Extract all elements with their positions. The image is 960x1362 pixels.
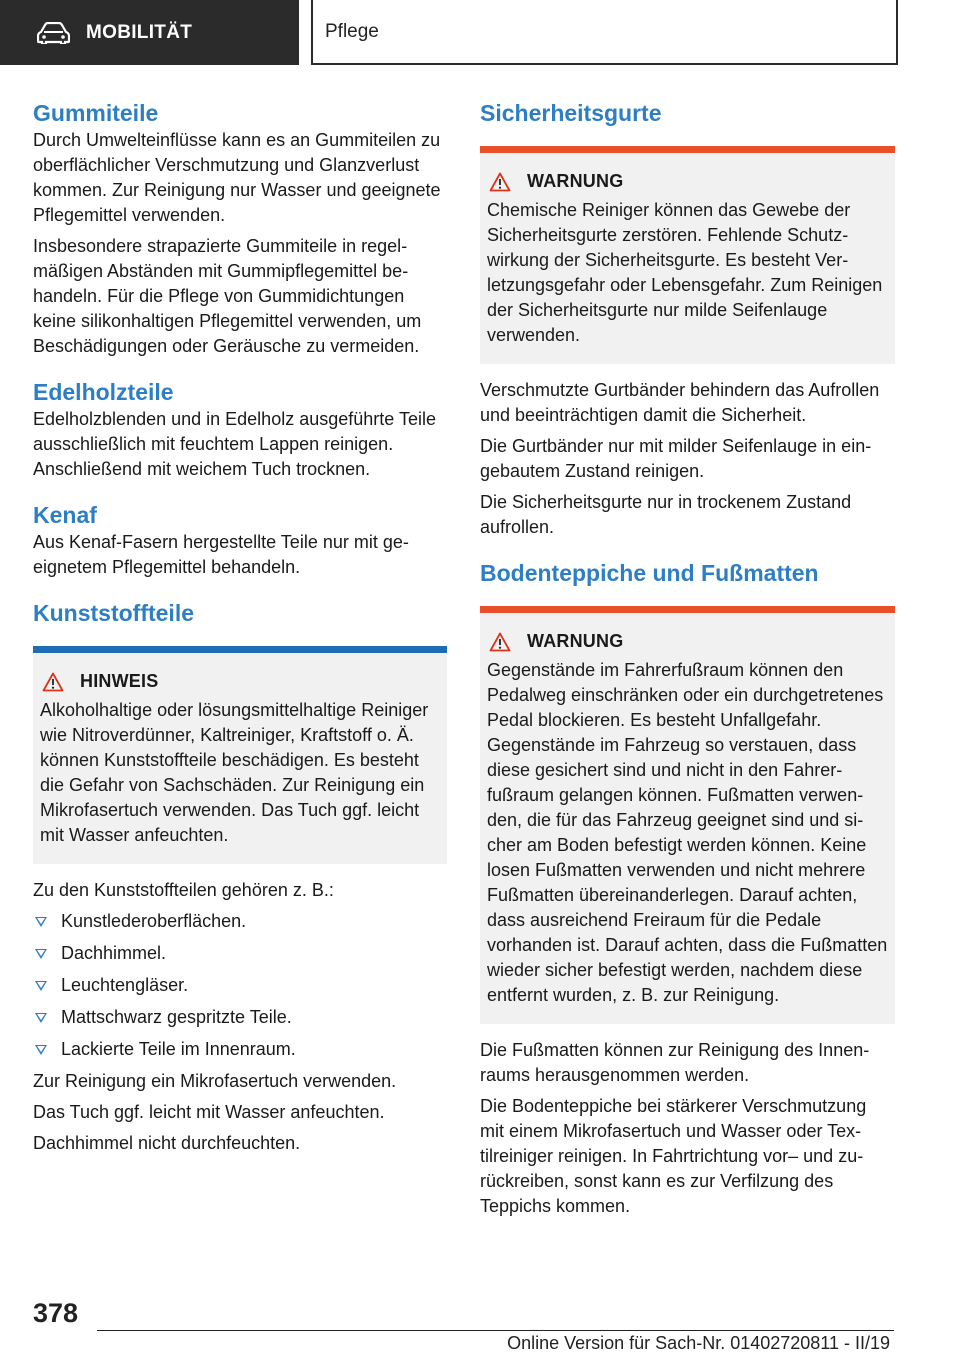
bullet-triangle-icon xyxy=(35,981,47,991)
paragraph: Edelholzblenden und in Edelholz ausgeführte Teile ausschließlich mit feuchtem Lappen reinigen. Anschließend mit weichem Tuch trocknen. xyxy=(33,409,436,479)
heading-kenaf: Kenaf xyxy=(33,502,97,528)
hint-text: Alkoholhaltige oder lösungsmittelhaltige Reiniger wie Nitroverdünner, Kaltreiniger, Kraftstoff o. Ä. können Kunststoffteile beschädigen. Es besteht die Gefahr von Sachschäden. Zur Reinigung ein Mikrofasertuch verwenden. Das Tuch ggf. leicht mit Wasser anfeuchten. xyxy=(40,700,429,845)
list-item: Lackierte Teile im Innenraum. xyxy=(33,1037,447,1062)
hint-title: HINWEIS xyxy=(80,671,159,691)
section-header xyxy=(311,0,898,65)
warning-triangle-icon xyxy=(489,632,511,652)
warning-box xyxy=(480,606,895,1024)
chapter-tab[interactable] xyxy=(0,0,299,65)
heading-bodenteppiche: Bodenteppiche und Fußmatten xyxy=(480,560,819,586)
left-column xyxy=(33,98,447,1162)
list-item: Kunstlederoberflächen. xyxy=(33,909,447,934)
list-item: Leuchtengläser. xyxy=(33,973,447,998)
footer-divider xyxy=(97,1330,894,1331)
section-label: Pflege xyxy=(325,20,379,42)
bullet-triangle-icon xyxy=(35,917,47,927)
heading-sicherheitsgurte: Sicherheitsgurte xyxy=(480,100,662,126)
paragraph: Zu den Kunststoffteilen gehören z. B.: xyxy=(33,880,334,900)
bullet-triangle-icon xyxy=(35,949,47,959)
paragraph: Insbesondere strapazierte Gummiteile in regelmäßigen Abständen mit Gummipflegemittel behandeln. Für die Pflege von Gummidichtungen keine silikonhaltigen Pflegemittel verwenden, um Beschädigungen oder Geräusche zu vermeiden. xyxy=(33,236,422,356)
warning-title: WARNUNG xyxy=(527,631,624,651)
warning-triangle-icon xyxy=(489,172,511,192)
car-icon xyxy=(37,22,70,44)
paragraph: Die Gurtbänder nur mit milder Seifenlauge in eingebautem Zustand reinigen. xyxy=(480,436,872,481)
paragraph: Dachhimmel nicht durchfeuchten. xyxy=(33,1133,301,1153)
paragraph: Das Tuch ggf. leicht mit Wasser anfeuchten. xyxy=(33,1102,385,1122)
hint-box xyxy=(33,646,447,864)
paragraph: Aus Kenaf-Fasern hergestellte Teile nur mit geeignetem Pflegemittel behandeln. xyxy=(33,532,409,577)
paragraph: Durch Umwelteinflüsse kann es an Gummiteilen zu oberflächlicher Verschmutzung und Glanzverlust kommen. Zur Reinigung nur Wasser und geeignete Pflegemittel verwenden. xyxy=(33,130,441,225)
chapter-label: MOBILITÄT xyxy=(86,21,193,43)
warning-text: Chemische Reiniger können das Gewebe der Sicherheitsgurte zerstören. Fehlende Schutzwirkung der Sicherheitsgurte. Es besteht Verletzungsgefahr oder Lebensgefahr. Zum Reinigen der Sicherheitsgurte nur milde Seifenlauge verwenden. xyxy=(487,200,883,345)
right-column xyxy=(480,98,895,1225)
heading-edelholzteile: Edelholzteile xyxy=(33,379,174,405)
list-item: Mattschwarz gespritzte Teile. xyxy=(33,1005,447,1030)
list-item: Dachhimmel. xyxy=(33,941,447,966)
heading-kunststoffteile: Kunststoffteile xyxy=(33,600,194,626)
heading-gummiteile: Gummiteile xyxy=(33,100,159,126)
footer-text: Online Version für Sach-Nr. 01402720811 - II/19 xyxy=(507,1333,890,1353)
paragraph: Die Bodenteppiche bei stärkerer Verschmutzung mit einem Mikrofasertuch und Wasser oder Textilreiniger reinigen. In Fahrtrichtung vor– und zurückreiben, sonst kann es zur Verfilzung des Teppichs kommen. xyxy=(480,1096,867,1216)
page-number: 378 xyxy=(33,1298,79,1328)
bullet-triangle-icon xyxy=(35,1013,47,1023)
plastic-parts-list xyxy=(33,909,447,1062)
warning-triangle-icon xyxy=(42,672,64,692)
warning-title: WARNUNG xyxy=(527,171,624,191)
warning-text: Gegenstände im Fahrerfußraum können den Pedalweg einschränken oder ein durchgetretenes Pedal blockieren. Es besteht Unfallgefahr. Gegenstände im Fahrzeug so verstauen, dass diese gesichert sind und nicht in den Fahrerfußraum gelangen können. Fußmatten verwenden, die für das Fahrzeug geeignet sind und sicher am Boden befestigt werden können. Keine losen Fußmatten verwenden und nicht mehrere Fußmatten übereinanderlegen. Darauf achten, dass ausreichend Freiraum für die Pedale vorhanden ist. Darauf achten, dass die Fußmatten wieder sicher befestigt werden, nachdem diese entfernt wurden, z. B. zur Reinigung. xyxy=(487,660,888,1005)
paragraph: Die Sicherheitsgurte nur in trockenem Zustand aufrollen. xyxy=(480,492,852,537)
paragraph: Zur Reinigung ein Mikrofasertuch verwenden. xyxy=(33,1071,397,1091)
warning-box xyxy=(480,146,895,364)
paragraph: Die Fußmatten können zur Reinigung des Innenraums herausgenommen werden. xyxy=(480,1040,870,1085)
paragraph: Verschmutzte Gurtbänder behindern das Aufrollen und beeinträchtigen damit die Sicherheit. xyxy=(480,380,880,425)
bullet-triangle-icon xyxy=(35,1045,47,1055)
